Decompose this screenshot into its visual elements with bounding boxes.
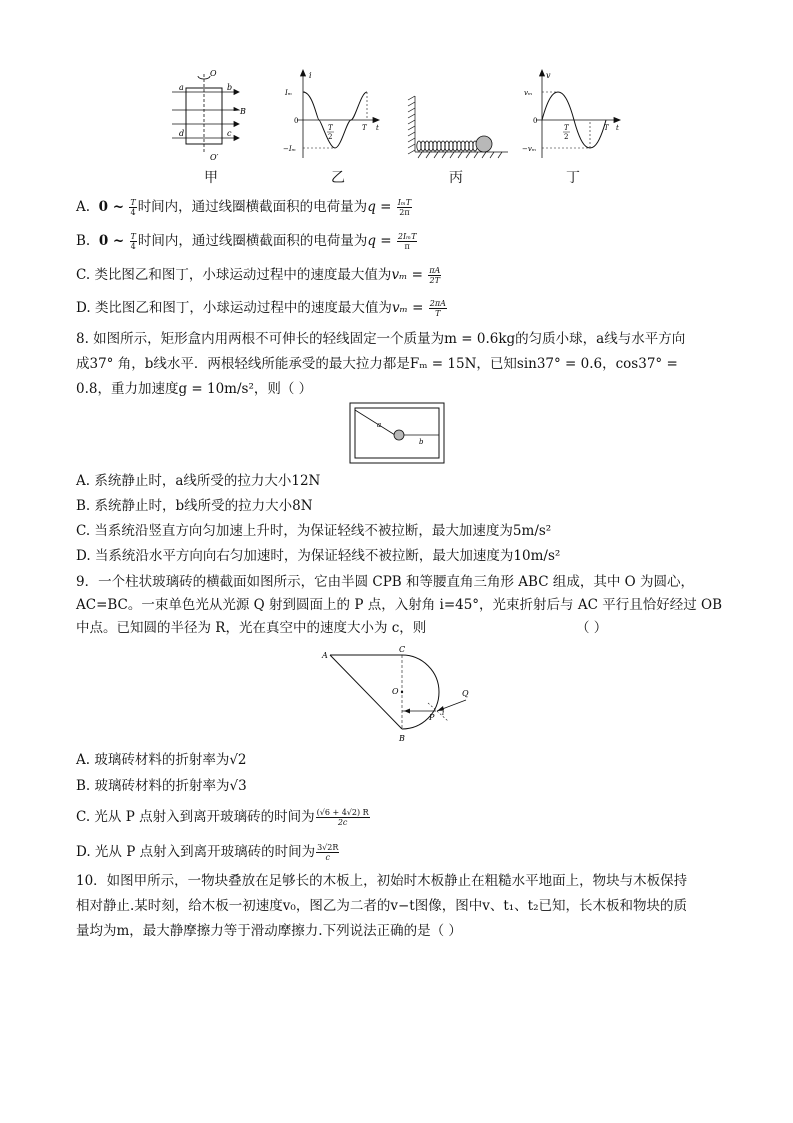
jia-label-B: B	[240, 107, 246, 116]
box-label-b: b	[419, 438, 424, 446]
glass-label-A: A	[322, 651, 328, 660]
figure-label-bing: 丙	[449, 170, 463, 186]
q8-stem-line-1: 8. 如图所示，矩形盒内用两根不可伸长的轻线固定一个质量为m = 0.6kg的匀质小球，a线与水平方向	[76, 331, 686, 347]
q8-option-d: D. 当系统沿水平方向向右匀加速时，为保证轻线不被拉断，最大加速度为10m/s²	[76, 548, 561, 564]
ding-label-zero: 0	[533, 117, 538, 125]
figure-jia	[170, 68, 250, 164]
q10-stem-line-2: 相对静止.某时刻，给木板一初速度v₀，图乙为二者的v−t图像，图中v、t₁、t₂已知，长木板和物块的质	[76, 898, 687, 914]
q7-option-c: C. 类比图乙和图丁，小球运动过程中的速度最大值为vₘ = $\frac{\pi A}{2T}$	[76, 266, 441, 285]
yi-label-t: t	[376, 124, 379, 132]
glass-label-O: O	[392, 687, 399, 696]
jia-label-b: b	[227, 83, 233, 92]
figure-ding	[520, 68, 624, 164]
glass-label-C: C	[399, 645, 406, 654]
ding-label-vm: vₘ	[524, 89, 533, 97]
figure-label-ding: 丁	[566, 170, 580, 186]
jia-label-c: c	[227, 129, 232, 138]
yi-label-T2-num: T	[328, 124, 333, 132]
q7-option-a: A. 0 ~ $\frac{T}{4}$ 时间内，通过线圈横截面积的电荷量为q = $\frac{\text{IₘT}}{2\pi}$	[76, 198, 412, 217]
box-label-a: a	[377, 421, 382, 429]
ding-label-T2-num: T	[564, 124, 569, 132]
ding-label-v: v	[546, 71, 551, 80]
yi-label-negIm: −Iₘ	[283, 145, 296, 153]
q8-option-b: B. 系统静止时，b线所受的拉力大小8N	[76, 498, 313, 514]
yi-label-T2-den: 2	[328, 133, 333, 141]
q9-option-d: D. 光从 P 点射入到离开玻璃砖的时间为 $\frac{3√2R}{c}$	[76, 843, 339, 862]
glass-label-i: i	[442, 709, 445, 717]
jia-label-O2: O′	[210, 153, 219, 162]
figure-yi	[283, 68, 383, 164]
ding-label-T: T	[604, 124, 609, 132]
q8-stem-line-2: 成37° 角，b线水平．两根轻线所能承受的最大拉力都是Fₘ = 15N，已知sin37° = 0.6，cos37° =	[76, 356, 678, 372]
ding-label-T2-den: 2	[564, 133, 569, 141]
q9-option-c: C. 光从 P 点射入到离开玻璃砖的时间为 $\frac{(√6 + 4√2) R}{2c}$	[76, 808, 369, 827]
q10-stem-line-1: 10．如图甲所示，一物块叠放在足够长的木板上，初始时木板静止在粗糙水平地面上，物块与木板保持	[76, 873, 688, 889]
jia-label-d: d	[179, 129, 185, 138]
q9-stem-line-1: 9．一个柱状玻璃砖的横截面如图所示，它由半圆 CPB 和等腰直角三角形 ABC 组成，其中 O 为圆心，	[76, 574, 694, 590]
glass-label-P: P	[429, 713, 435, 722]
q9-option-b: B. 玻璃砖材料的折射率为√3	[76, 778, 247, 794]
q8-option-c: C. 当系统沿竖直方向匀加速上升时，为保证轻线不被拉断，最大加速度为5m/s²	[76, 523, 552, 539]
figure-box	[349, 402, 445, 464]
figure-glass	[318, 643, 478, 745]
yi-label-zero: 0	[294, 117, 299, 125]
jia-label-O: O	[210, 69, 217, 78]
jia-label-a: a	[179, 83, 184, 92]
q10-stem-line-3: 量均为m，最大静摩擦力等于滑动摩擦力.下列说法正确的是（ ）	[76, 923, 462, 939]
q9-stem-line-2: AC=BC。一束单色光从光源 Q 射到圆面上的 P 点，入射角 i=45°，光束折射后与 AC 平行且恰好经过 OB	[76, 597, 722, 613]
q7-option-d: D. 类比图乙和图丁，小球运动过程中的速度最大值为vₘ = $\frac{2\pi A}{T}$	[76, 299, 446, 318]
glass-label-B: B	[399, 734, 405, 743]
q9-option-a: A. 玻璃砖材料的折射率为√2	[76, 752, 247, 768]
figure-bing	[404, 92, 510, 160]
q9-stem-line-3: 中点。已知圆的半径为 R，光在真空中的速度大小为 c，则	[76, 620, 427, 636]
q8-option-a: A. 系统静止时，a线所受的拉力大小12N	[76, 473, 321, 489]
q8-stem-line-3: 0.8，重力加速度g = 10m/s²，则（ ）	[76, 381, 313, 397]
yi-label-T: T	[362, 124, 367, 132]
yi-label-i: i	[309, 71, 312, 80]
yi-label-Im: Iₘ	[285, 89, 293, 97]
figure-label-yi: 乙	[331, 170, 345, 186]
ding-label-t: t	[616, 124, 619, 132]
ding-label-negvm: −vₘ	[522, 145, 537, 153]
q7-option-b: B. 0 ~ $\frac{T}{4}$ 时间内，通过线圈横截面积的电荷量为q = $\frac{\text{2IₘT}}{\pi}$	[76, 232, 417, 251]
figure-label-jia: 甲	[204, 170, 218, 186]
q9-answer-bracket: （ ）	[576, 620, 608, 636]
glass-label-Q: Q	[462, 689, 469, 698]
